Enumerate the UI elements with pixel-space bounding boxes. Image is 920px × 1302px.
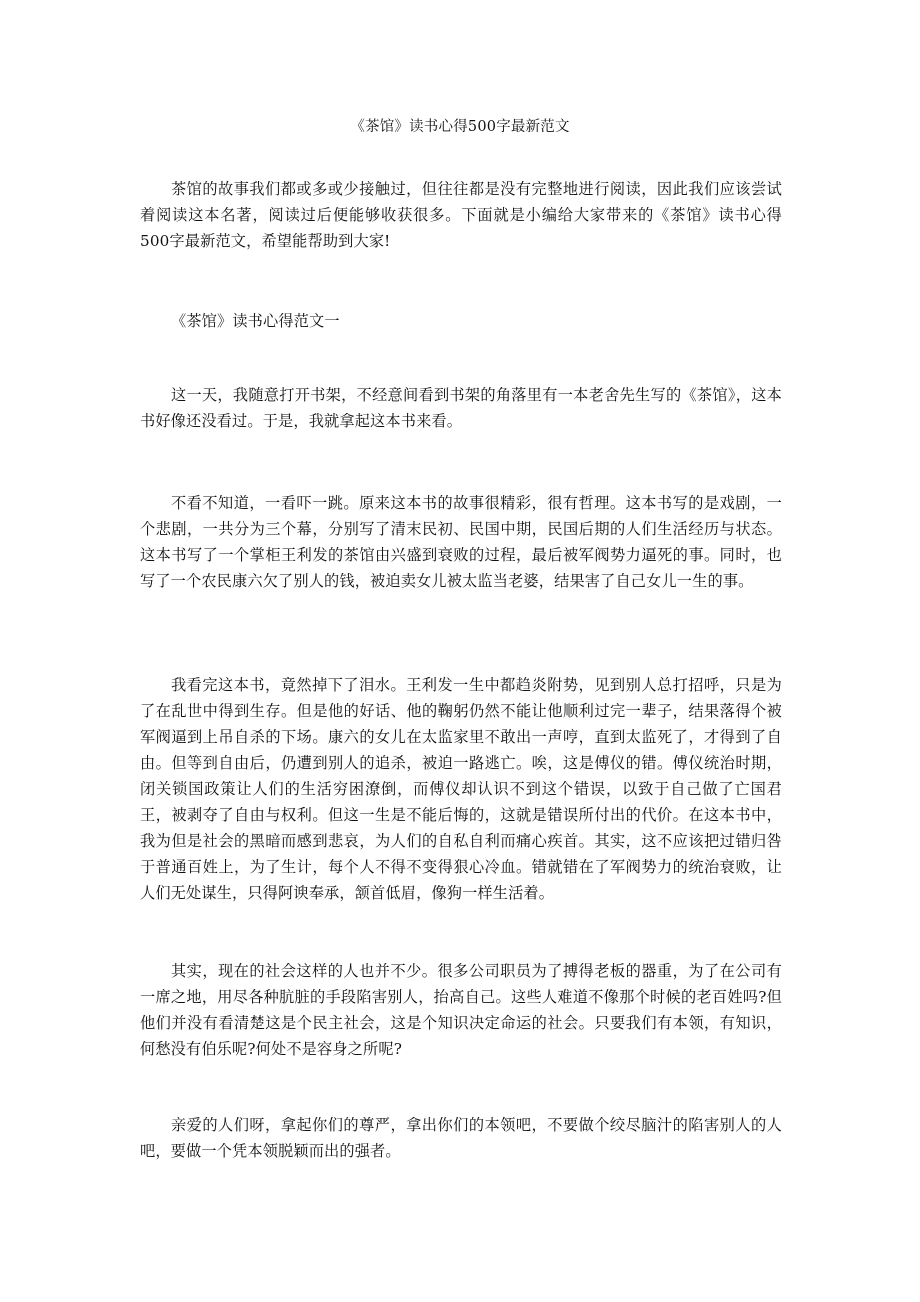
section-heading: 《茶馆》读书心得范文一 <box>171 312 340 330</box>
body-paragraph: 亲爱的人们呀，拿起你们的尊严，拿出你们的本领吧，不要做个绞尽脑汁的陷害别人的人吧，要做一个凭本领脱颖而出的强者。 <box>140 1116 782 1160</box>
body-paragraph: 我看完这本书，竟然掉下了泪水。王利发一生中都趋炎附势，见到别人总打招呼，只是为了在乱世中得到生存。但是他的好话、他的鞠躬仍然不能让他顺利过完一辈子，结果落得个被军阀逼到上吊自杀的下场。康六的女儿在太监家里不敢出一声哼，直到太监死了，才得到了自由。但等到自由后，仍遭到别人的追杀，被迫一路逃亡。唉，这是傅仪的错。傅仪统治时期，闭关锁国政策让人们的生活穷困潦倒，而傅仪却认识不到这个错误，以致于自己做了亡国君王，被剥夺了自由与权利。但这一生是不能后悔的，这就是错误所付出的代价。在这本书中，我为但是社会的黑暗而感到悲哀，为人们的自私自利而痛心疾首。其实，这不应该把过错归咎于普通百姓上，为了生计，每个人不得不变得狠心冷血。错就错在了军阀势力的统治衰败，让人们无处谋生，只得阿谀奉承，颔首低眉，像狗一样生活着。 <box>140 676 782 902</box>
document-title: 《茶馆》读书心得500字最新范文 <box>350 119 570 135</box>
intro-paragraph: 茶馆的故事我们都或多或少接触过，但往往都是没有完整地进行阅读，因此我们应该尝试着阅读这本名著，阅读过后便能够收获很多。下面就是小编给大家带来的《茶馆》读书心得500字最新范文，希望能帮助到大家! <box>140 180 782 250</box>
body-paragraph: 其实，现在的社会这样的人也并不少。很多公司职员为了搏得老板的器重，为了在公司有一席之地，用尽各种肮脏的手段陷害别人，抬高自己。这些人难道不像那个时候的老百姓吗?但他们并没有看清楚这是个民主社会，这是个知识决定命运的社会。只要我们有本领，有知识，何愁没有伯乐呢?何处不是容身之所呢? <box>140 962 782 1058</box>
body-paragraph: 这一天，我随意打开书架，不经意间看到书架的角落里有一本老舍先生写的《茶馆》，这本书好像还没看过。于是，我就拿起这本书来看。 <box>140 386 782 430</box>
body-paragraph: 不看不知道，一看吓一跳。原来这本书的故事很精彩，很有哲理。这本书写的是戏剧，一个悲剧，一共分为三个幕，分别写了清末民初、民国中期，民国后期的人们生活经历与状态。这本书写了一个掌柜王利发的茶馆由兴盛到衰败的过程，最后被军阀势力逼死的事。同时，也写了一个农民康六欠了别人的钱，被迫卖女儿被太监当老婆，结果害了自己女儿一生的事。 <box>140 494 782 590</box>
